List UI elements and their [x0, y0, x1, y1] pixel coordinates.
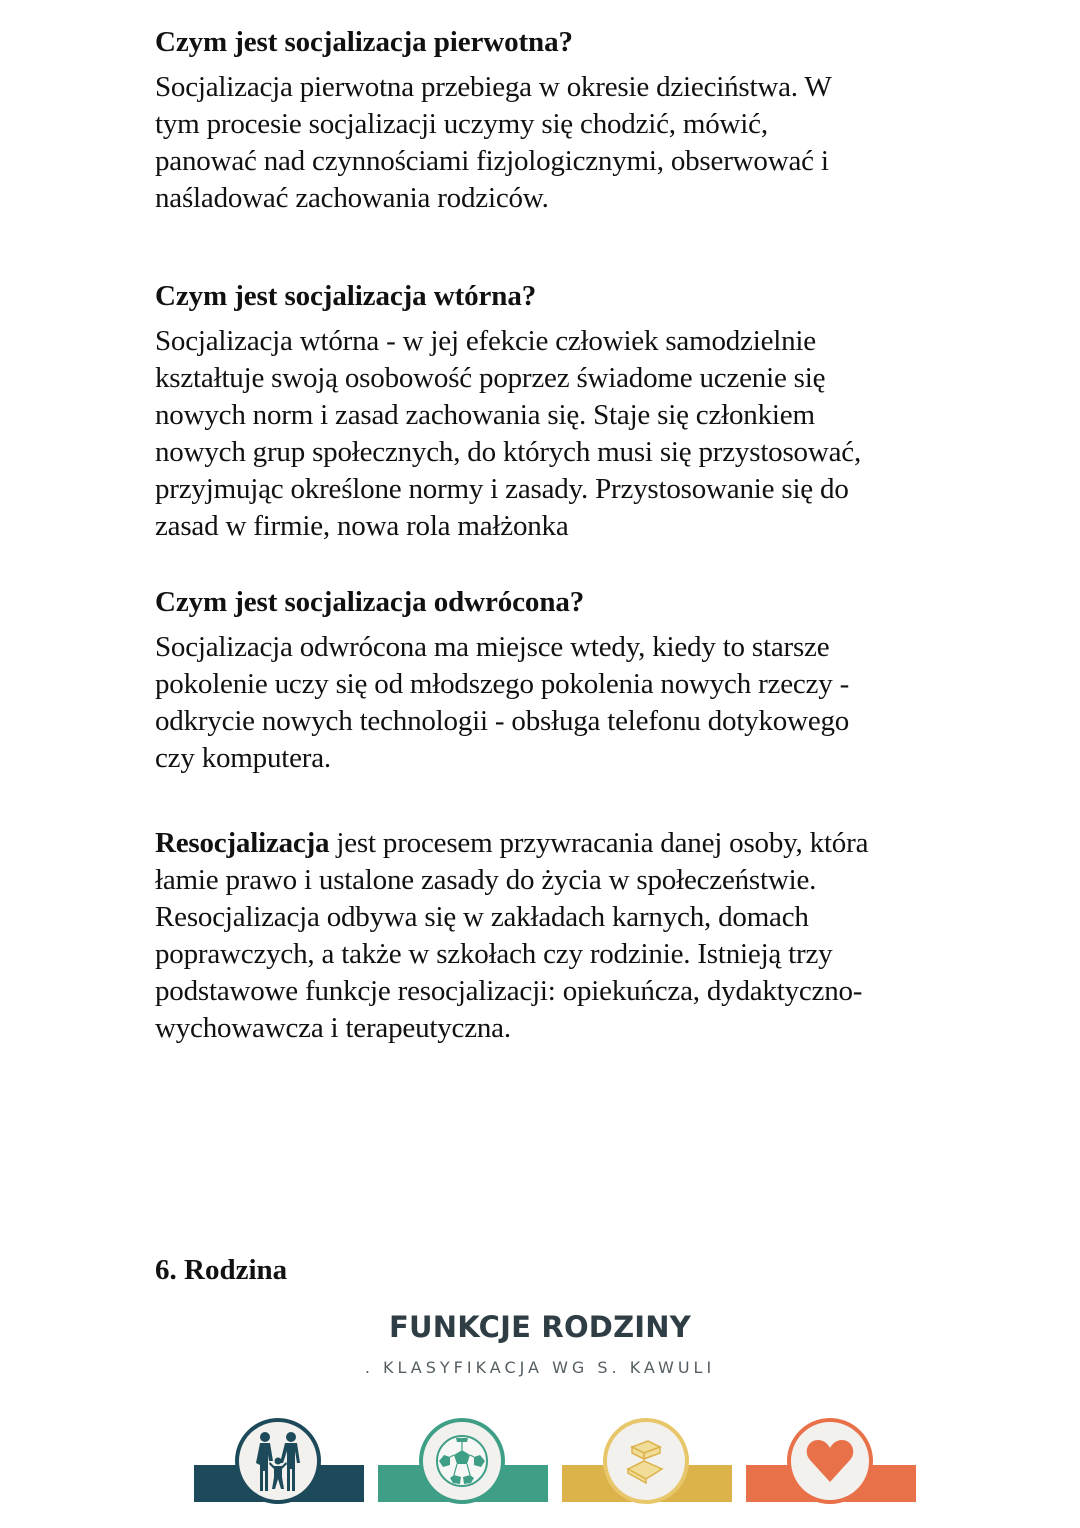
- text-line: łamie prawo i ustalone zasady do życia w społeczeństwie.: [155, 864, 817, 896]
- function-tile-education: [562, 1418, 732, 1502]
- text-line: panować nad czynnościami fizjologicznymi, obserwować i: [155, 145, 829, 177]
- tile-circle: [603, 1418, 689, 1504]
- section-paragraph: [155, 825, 868, 1047]
- family-functions-infographic: [0, 1300, 1080, 1528]
- text-line: kształtuje swoją osobowość poprzez świadome uczenie się: [155, 362, 826, 394]
- text-line: naśladować zachowania rodziców.: [155, 182, 549, 214]
- section-paragraph: [155, 629, 849, 777]
- text-line: nowych grup społecznych, do których musi się przystosować,: [155, 436, 861, 468]
- books-icon: [618, 1433, 674, 1489]
- text-line: tym procesie socjalizacji uczymy się chodzić, mówić,: [155, 108, 768, 140]
- text-line: nowych norm i zasad zachowania się. Staje się członkiem: [155, 399, 815, 431]
- bold-term: Resocjalizacja: [155, 827, 330, 859]
- tile-circle: [419, 1418, 505, 1504]
- text-line: zasad w firmie, nowa rola małżonka: [155, 510, 569, 542]
- section-title: Czym jest socjalizacja pierwotna?: [155, 26, 573, 58]
- function-tile-emotional: [746, 1418, 916, 1502]
- text-line: wychowawcza i terapeutyczna.: [155, 1012, 511, 1044]
- tile-circle: [787, 1418, 873, 1504]
- soccer-ball-icon: [434, 1433, 490, 1489]
- section-secondary-socialization: [155, 278, 861, 545]
- section-title: Czym jest socjalizacja odwrócona?: [155, 586, 585, 618]
- text-fragment: jest procesem przywracania danej osoby, która: [329, 827, 869, 859]
- text-line: Socjalizacja pierwotna przebiega w okresie dzieciństwa. W: [155, 71, 832, 103]
- infographic-title: FUNKCJE RODZINY: [389, 1310, 691, 1344]
- family-icon: [248, 1429, 308, 1493]
- text-line: Socjalizacja odwrócona ma miejsce wtedy, kiedy to starsze: [155, 631, 830, 663]
- text-line: Resocjalizacja odbywa się w zakładach karnych, domach: [155, 901, 809, 933]
- function-tile-recreation: [378, 1418, 548, 1502]
- infographic-subtitle: . KLASYFIKACJA WG S. KAWULI: [364, 1358, 716, 1377]
- text-line: poprawczych, a także w szkołach czy rodzinie. Istnieją trzy: [155, 938, 833, 970]
- tile-circle: [235, 1418, 321, 1504]
- section-title: Czym jest socjalizacja wtórna?: [155, 280, 537, 312]
- section-resocialization: [155, 825, 868, 1047]
- text-line: przyjmując określone normy i zasady. Przystosowanie się do: [155, 473, 849, 505]
- chapter-heading: 6. Rodzina: [155, 1254, 288, 1286]
- text-line: Socjalizacja wtórna - w jej efekcie człowiek samodzielnie: [155, 325, 816, 357]
- text-line: odkrycie nowych technologii - obsługa telefonu dotykowego: [155, 705, 850, 737]
- section-paragraph: [155, 69, 832, 217]
- text-line: podstawowe funkcje resocjalizacji: opiekuńcza, dydaktyczno-: [155, 975, 863, 1007]
- text-line: pokolenie uczy się od młodszego pokolenia nowych rzeczy -: [155, 668, 850, 700]
- text-line: czy komputera.: [155, 742, 331, 774]
- function-tile-family: [194, 1418, 364, 1502]
- text-line: [155, 825, 868, 862]
- section-reverse-socialization: [155, 584, 849, 777]
- section-paragraph: [155, 323, 861, 545]
- heart-icon: [805, 1438, 855, 1484]
- section-primary-socialization: [155, 24, 832, 217]
